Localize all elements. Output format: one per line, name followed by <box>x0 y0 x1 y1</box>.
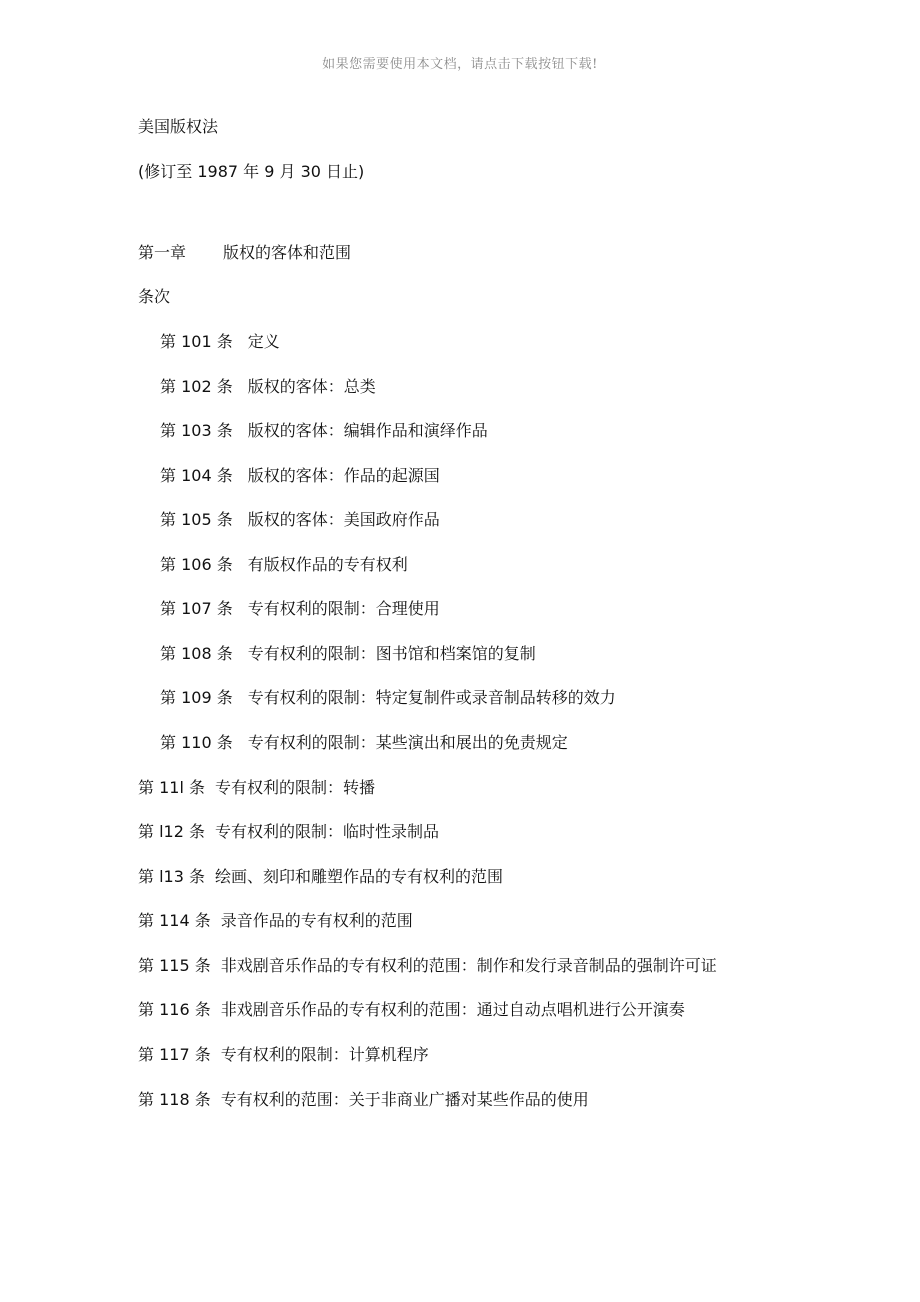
section-number: 第 101 条 <box>160 332 233 351</box>
section-entry <box>160 643 536 665</box>
section-number: 第 11l 条 <box>138 778 205 797</box>
section-title: 专有权利的限制：临时性录制品 <box>214 822 439 841</box>
section-title: 定义 <box>247 332 280 351</box>
section-title: 绘画、刻印和雕塑作品的专有权利的范围 <box>214 867 503 886</box>
section-title: 非戏剧音乐作品的专有权利的范围：通过自动点唱机进行公开演奏 <box>220 1000 685 1019</box>
section-number: 第 108 条 <box>160 644 233 663</box>
section-number: 第 l13 条 <box>138 867 205 886</box>
section-number: 第 l12 条 <box>138 822 205 841</box>
section-entry <box>138 955 717 977</box>
section-entry <box>160 465 440 487</box>
section-number: 第 118 条 <box>138 1090 211 1109</box>
section-title: 录音作品的专有权利的范围 <box>220 911 413 930</box>
section-entry <box>160 376 376 398</box>
section-entry <box>160 687 616 709</box>
document-subtitle: (修订至 1987 年 9 月 30 日止) <box>138 162 365 181</box>
document-title: 美国版权法 <box>138 117 219 136</box>
section-entry <box>138 1089 589 1111</box>
chapter-title: 版权的客体和范围 <box>223 243 352 262</box>
section-number: 第 114 条 <box>138 911 211 930</box>
section-number: 第 103 条 <box>160 421 233 440</box>
section-number: 第 110 条 <box>160 733 233 752</box>
section-entry <box>138 777 375 799</box>
section-number: 第 107 条 <box>160 599 233 618</box>
section-number: 第 105 条 <box>160 510 233 529</box>
section-number: 第 102 条 <box>160 377 233 396</box>
section-entry <box>160 420 488 442</box>
section-number: 第 104 条 <box>160 466 233 485</box>
section-entry <box>138 821 439 843</box>
section-title: 专有权利的限制：图书馆和档案馆的复制 <box>247 644 536 663</box>
section-entry <box>138 910 413 932</box>
section-title: 专有权利的范围：关于非商业广播对某些作品的使用 <box>220 1090 589 1109</box>
section-title: 专有权利的限制：某些演出和展出的免责规定 <box>247 733 568 752</box>
chapter-heading <box>138 242 351 264</box>
section-entry <box>160 732 568 754</box>
section-title: 有版权作品的专有权利 <box>247 555 408 574</box>
section-number: 第 117 条 <box>138 1045 211 1064</box>
section-title: 专有权利的限制：特定复制件或录音制品转移的效力 <box>247 688 616 707</box>
section-title: 专有权利的限制：转播 <box>214 778 375 797</box>
section-number: 第 106 条 <box>160 555 233 574</box>
section-title: 专有权利的限制：合理使用 <box>247 599 440 618</box>
section-entry <box>160 554 408 576</box>
section-number: 第 116 条 <box>138 1000 211 1019</box>
section-number: 第 115 条 <box>138 956 211 975</box>
section-title: 非戏剧音乐作品的专有权利的范围：制作和发行录音制品的强制许可证 <box>220 956 717 975</box>
sections-label: 条次 <box>138 287 171 306</box>
section-entry <box>160 331 280 353</box>
chapter-number: 第一章 <box>138 243 187 262</box>
section-title: 版权的客体：编辑作品和演绎作品 <box>247 421 488 440</box>
section-entry <box>138 1044 429 1066</box>
section-title: 版权的客体：总类 <box>247 377 376 396</box>
section-entry <box>160 509 440 531</box>
section-title: 版权的客体：美国政府作品 <box>247 510 440 529</box>
section-title: 版权的客体：作品的起源国 <box>247 466 440 485</box>
section-title: 专有权利的限制：计算机程序 <box>220 1045 429 1064</box>
section-entry <box>138 866 503 888</box>
section-entry <box>138 999 685 1021</box>
download-notice: 如果您需要使用本文档，请点击下载按钮下载! <box>322 57 598 72</box>
section-entry <box>160 598 440 620</box>
section-number: 第 109 条 <box>160 688 233 707</box>
